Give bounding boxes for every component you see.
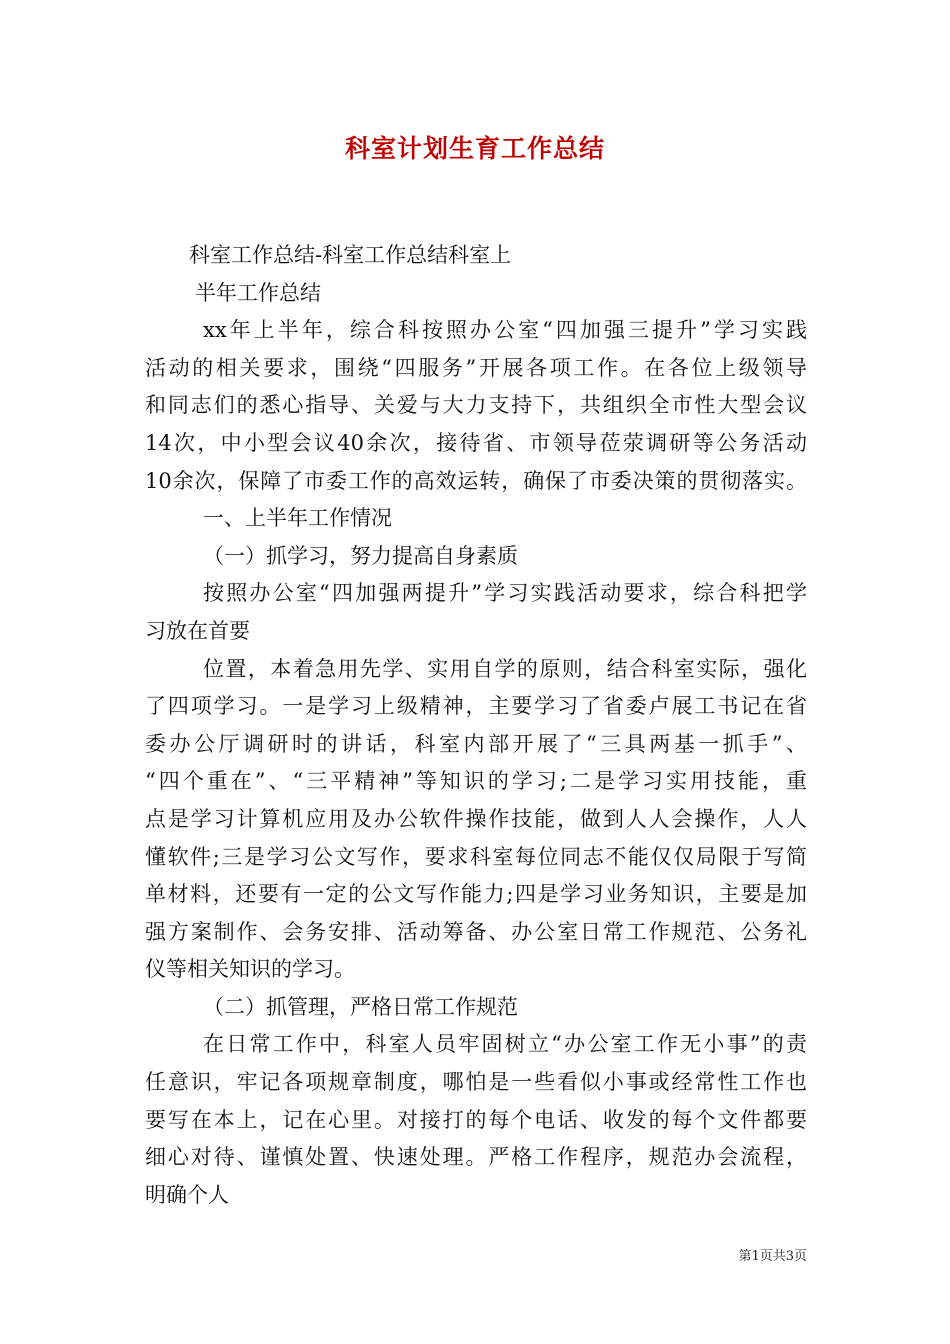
- text-line: 细心对待、谨慎处置、快速处理。严格工作程序，规范办会流程，: [145, 1145, 807, 1170]
- text-line: （一）抓学习，努力提高自身素质: [203, 543, 518, 568]
- document-body: [145, 237, 807, 1214]
- document-title: 科室计划生育工作总结: [344, 134, 605, 163]
- text-line: xx年上半年，综合科按照办公室“四加强三提升”学习实践: [203, 318, 807, 343]
- text-line: 活动的相关要求，围绕“四服务”开展各项工作。在各位上级领导: [145, 355, 807, 380]
- text-line: 任意识，牢记各项规章制度，哪怕是一些看似小事或经常性工作也: [145, 1070, 807, 1095]
- text-line: 委办公厅调研时的讲话，科室内部开展了“三具两基一抓手”、: [145, 731, 807, 756]
- text-line: （二）抓管理，严格日常工作规范: [203, 994, 518, 1019]
- text-line: 懂软件;三是学习公文写作，要求科室每位同志不能仅仅局限于写简: [145, 844, 807, 869]
- text-line: 要写在本上，记在心里。对接打的每个电话、收发的每个文件都要: [145, 1107, 807, 1132]
- text-line: 明确个人: [145, 1182, 229, 1207]
- text-line: 在日常工作中，科室人员牢固树立“办公室工作无小事”的责: [203, 1032, 807, 1057]
- text-line: 了四项学习。一是学习上级精神，主要学习了省委卢展工书记在省: [145, 694, 807, 719]
- text-line: 位置，本着急用先学、实用自学的原则，结合科室实际，强化: [203, 656, 807, 681]
- text-line: 一、上半年工作情况: [203, 506, 392, 531]
- text-line: 单材料，还要有一定的公文写作能力;四是学习业务知识，主要是加: [145, 882, 807, 907]
- text-line: 习放在首要: [145, 618, 250, 643]
- text-line: 14次，中小型会议40余次，接待省、市领导莅荥调研等公务活动: [145, 430, 807, 455]
- text-line: 按照办公室“四加强两提升”学习实践活动要求，综合科把学: [203, 581, 807, 606]
- page-number-footer: 第1页共3页: [738, 1249, 807, 1264]
- text-line: 10余次，保障了市委工作的高效运转，确保了市委决策的贯彻落实。: [145, 468, 807, 493]
- text-line: “四个重在”、“三平精神”等知识的学习;二是学习实用技能，重: [145, 769, 807, 794]
- text-line: 强方案制作、会务安排、活动筹备、办公室日常工作规范、公务礼: [145, 919, 807, 944]
- text-line: 仪等相关知识的学习。: [145, 957, 355, 982]
- text-line: 半年工作总结: [195, 280, 321, 305]
- text-line: 点是学习计算机应用及办公软件操作技能，做到人人会操作，人人: [145, 806, 807, 831]
- text-line: 和同志们的悉心指导、关爱与大力支持下，共组织全市性大型会议: [145, 393, 807, 418]
- text-line: 科室工作总结-科室工作总结科室上: [189, 243, 512, 267]
